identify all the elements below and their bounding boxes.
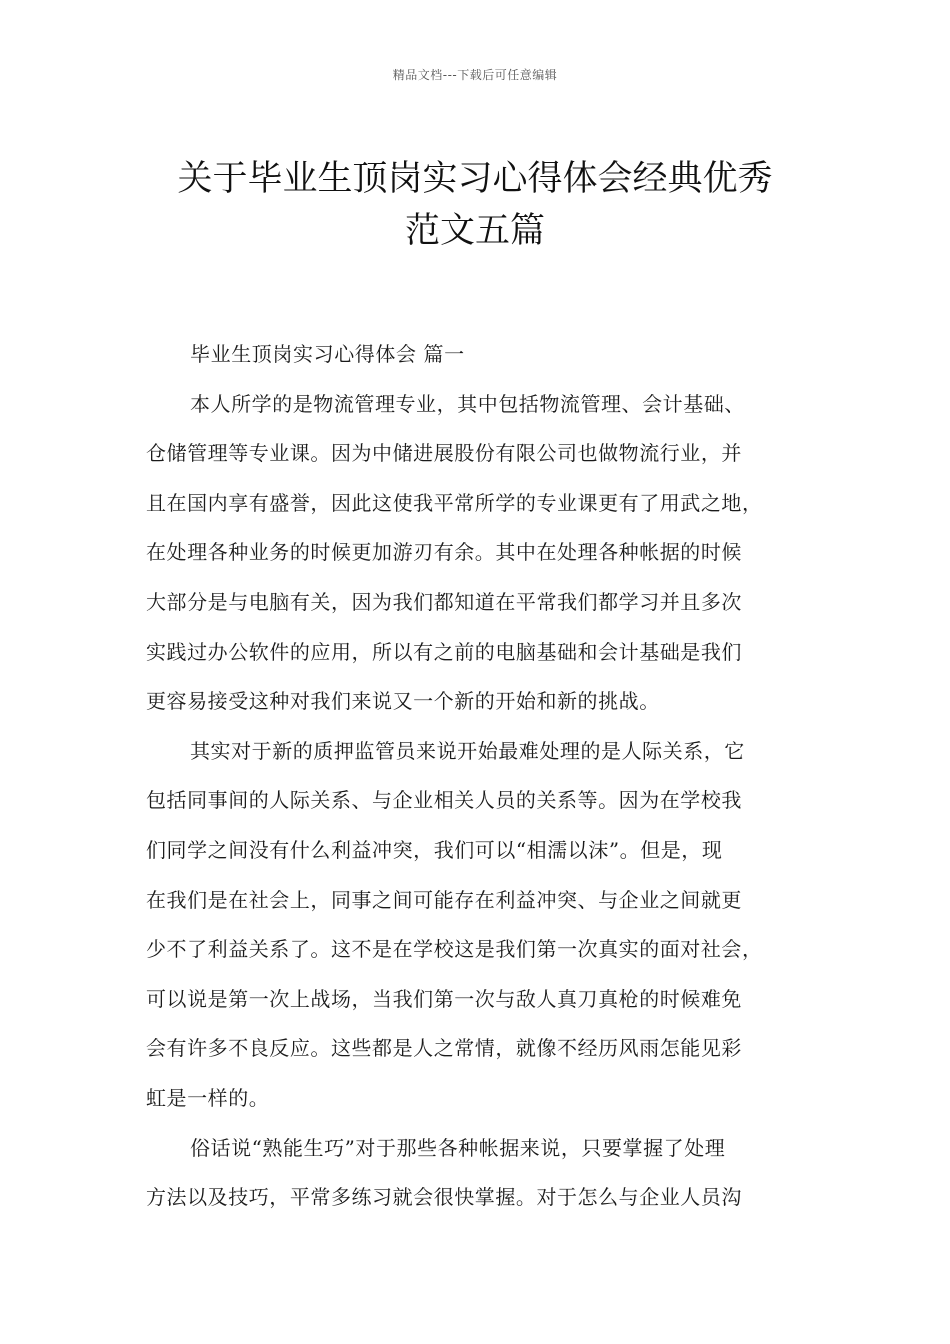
paragraph-3 [146, 1124, 818, 1223]
title-line-1: 关于毕业生顶岗实习心得体会经典优秀 [177, 159, 773, 200]
paragraph-line: 在处理各种业务的时候更加游刃有余。其中在处理各种帐据的时候 [146, 540, 742, 565]
paragraph-line: 本人所学的是物流管理专业，其中包括物流管理、会计基础、 [190, 391, 745, 416]
paragraph-line: 少不了利益关系了。这不是在学校这是我们第一次真实的面对社会， [146, 937, 763, 962]
paragraph-line: 在我们是在社会上，同事之间可能存在利益冲突、与企业之间就更 [146, 887, 742, 912]
document-body [146, 330, 818, 1223]
paragraph-2 [146, 727, 818, 1124]
paragraph-line: 实践过办公软件的应用，所以有之前的电脑基础和会计基础是我们 [146, 639, 742, 664]
paragraph-line: 大部分是与电脑有关，因为我们都知道在平常我们都学习并且多次 [146, 589, 742, 614]
paragraph-line: 可以说是第一次上战场，当我们第一次与敌人真刀真枪的时候难免 [146, 986, 742, 1011]
paragraph-line: 会有许多不良反应。这些都是人之常情，就像不经历风雨怎能见彩 [146, 1036, 742, 1061]
section-heading: 毕业生顶岗实习心得体会 篇一 [190, 342, 465, 366]
header-note: 精品文档---下载后可任意编辑 [392, 68, 558, 82]
paragraph-line: 方法以及技巧，平常多练习就会很快掌握。对于怎么与企业人员沟 [146, 1185, 742, 1210]
paragraph-line: 们同学之间没有什么利益冲突，我们可以“相濡以沫”。但是，现 [146, 837, 723, 862]
paragraph-line: 俗话说“熟能生巧”对于那些各种帐据来说，只要掌握了处理 [190, 1135, 726, 1160]
paragraph-line: 其实对于新的质押监管员来说开始最难处理的是人际关系，它 [190, 738, 745, 763]
paragraph-line: 更容易接受这种对我们来说又一个新的开始和新的挑战。 [146, 689, 660, 714]
paragraph-line: 且在国内享有盛誉，因此这使我平常所学的专业课更有了用武之地， [146, 490, 763, 515]
paragraph-line: 仓储管理等专业课。因为中储进展股份有限公司也做物流行业，并 [146, 441, 742, 466]
paragraph-line: 虹是一样的。 [146, 1085, 270, 1110]
title-line-2: 范文五篇 [404, 211, 545, 252]
paragraph-line: 包括同事间的人际关系、与企业相关人员的关系等。因为在学校我 [146, 788, 742, 813]
document-title [100, 153, 850, 257]
paragraph-1 [146, 380, 818, 727]
